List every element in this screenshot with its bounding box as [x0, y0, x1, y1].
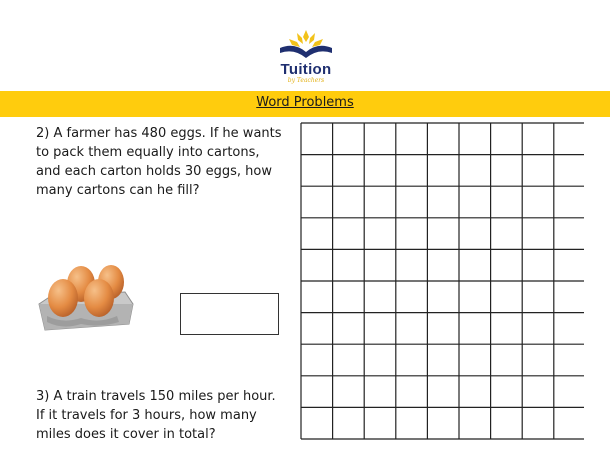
title-banner: [0, 91, 610, 117]
section-title: Word Problems: [256, 95, 354, 110]
work-grid[interactable]: [300, 122, 584, 457]
brand-name: Tuition: [280, 61, 332, 78]
brand-tagline: by Teachers: [287, 77, 325, 84]
answer-box[interactable]: [180, 293, 279, 335]
open-book-icon: [276, 28, 336, 62]
question-2: 2) A farmer has 480 eggs. If he wants to pack them equally into cartons, and each carton holds 30 eggs, how many cartons can he fill?: [36, 126, 282, 198]
logo: [270, 28, 342, 86]
egg-carton-icon: [33, 258, 137, 338]
question-3: 3) A train travels 150 miles per hour. If it travels for 3 hours, how many miles does it cover in total?: [36, 389, 276, 442]
